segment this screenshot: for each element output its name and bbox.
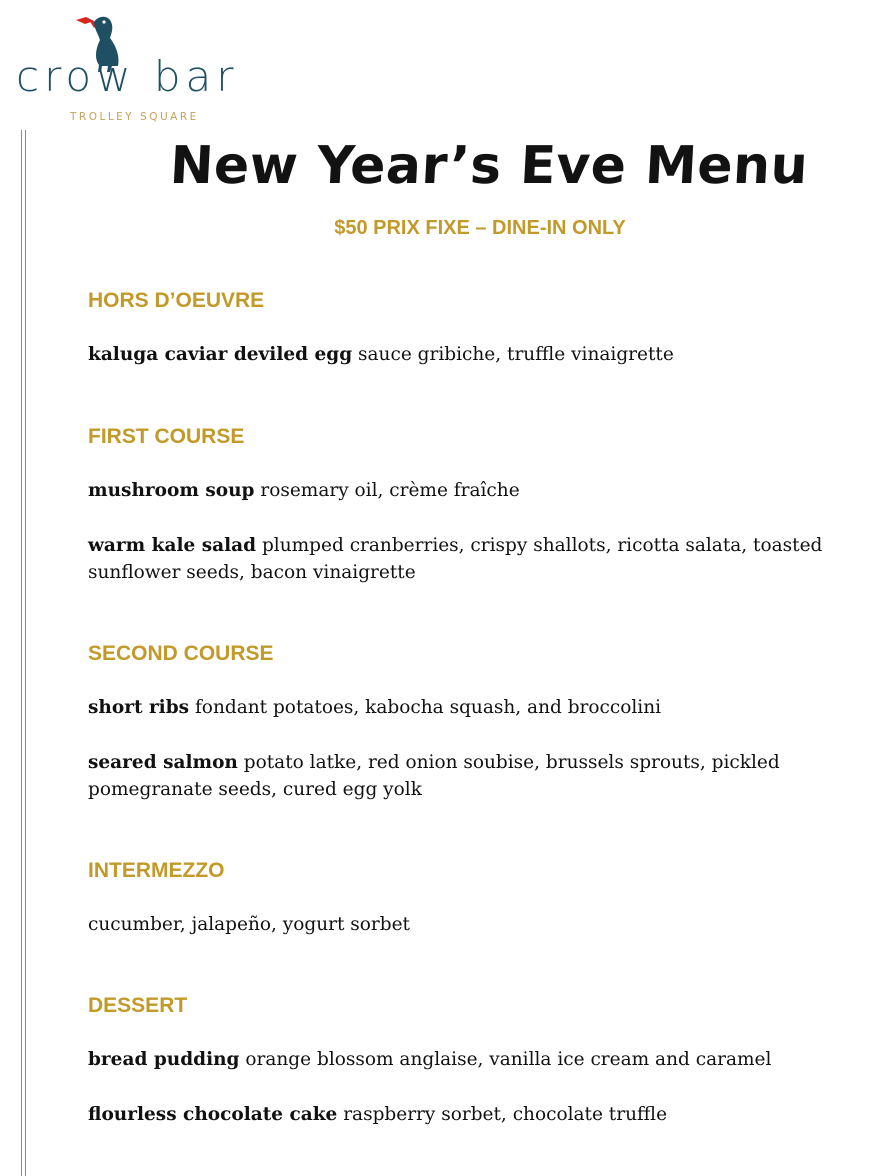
menu-item (88, 477, 873, 504)
menu-item (88, 341, 873, 368)
section-title: HORS D’OEUVRE (88, 289, 265, 312)
dish-description: plumped cranberries, crispy shallots, ricotta salata, toasted sunflower seeds, bacon vinaigrette (88, 535, 823, 583)
page-subtitle: $50 PRIX FIXE – DINE-IN ONLY (334, 217, 626, 239)
menu-item (88, 694, 873, 721)
menu-item (88, 1046, 873, 1073)
vertical-rule (21, 130, 22, 1176)
page-title: New Year’s Eve Menu (168, 136, 810, 196)
dish-name: mushroom soup (88, 480, 255, 501)
dish-description: potato latke, red onion soubise, brussels sprouts, pickled pomegranate seeds, cured egg yolk (88, 752, 780, 800)
dish-description: fondant potatoes, kabocha squash, and broccolini (189, 697, 662, 718)
section-title: DESSERT (88, 994, 188, 1017)
dish-name: short ribs (88, 697, 190, 718)
dish-description: raspberry sorbet, chocolate truffle (337, 1104, 668, 1125)
section-title: SECOND COURSE (88, 642, 274, 665)
menu (88, 287, 873, 1128)
dish-name: kaluga caviar deviled egg (88, 344, 353, 365)
vertical-rule (25, 130, 26, 1176)
dish-name: bread pudding (88, 1049, 240, 1070)
menu-item (88, 911, 873, 938)
crow-bar-logo (14, 12, 264, 127)
menu-section-dessert (88, 992, 873, 1128)
brand-name: crow bar (16, 52, 239, 101)
dish-name: seared salmon (88, 752, 238, 773)
menu-item (88, 1101, 873, 1128)
dish-description: sauce gribiche, truffle vinaigrette (352, 344, 674, 365)
menu-section-intermezzo (88, 857, 873, 938)
brand-location: TROLLEY SQUARE (70, 111, 199, 123)
dish-name: flourless chocolate cake (88, 1104, 338, 1125)
dish-name: warm kale salad (88, 535, 257, 556)
dish-description: cucumber, jalapeño, yogurt sorbet (88, 914, 410, 935)
menu-section-first-course (88, 423, 873, 586)
menu-section-hors-doeuvre (88, 287, 873, 368)
menu-item (88, 532, 873, 586)
dish-description: rosemary oil, crème fraîche (254, 480, 520, 501)
dish-description: orange blossom anglaise, vanilla ice cream and caramel (239, 1049, 772, 1070)
section-title: INTERMEZZO (88, 859, 225, 882)
menu-item (88, 749, 873, 803)
menu-section-second-course (88, 640, 873, 803)
section-title: FIRST COURSE (88, 425, 245, 448)
